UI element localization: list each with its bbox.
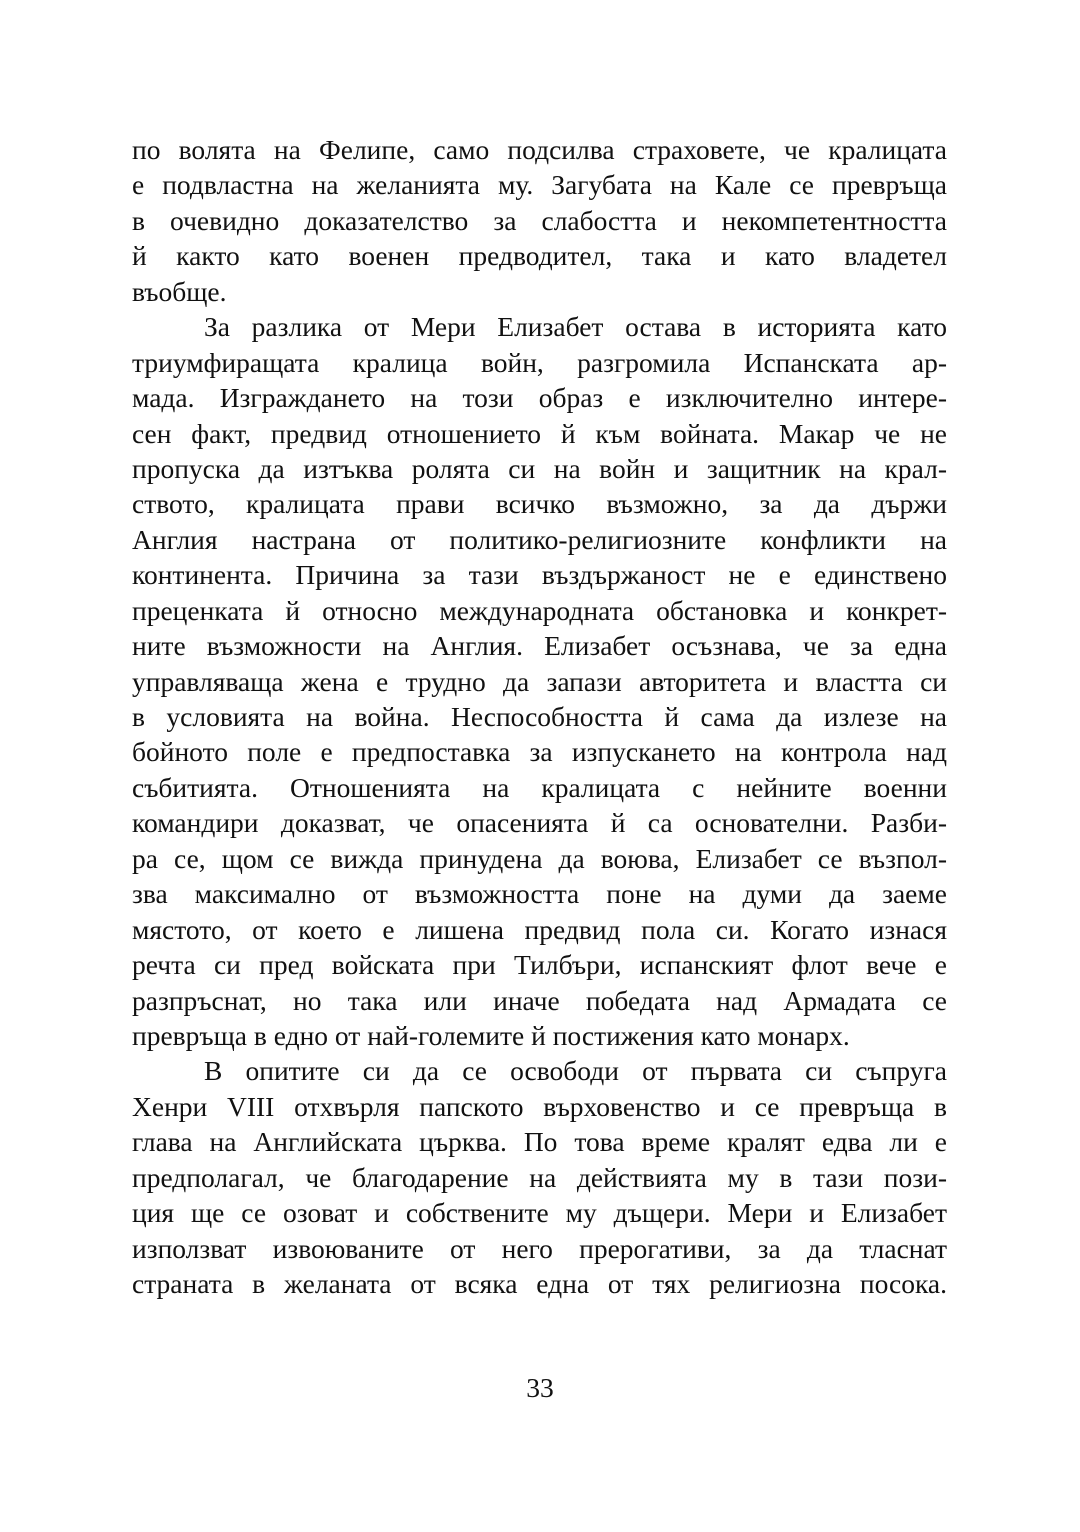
text-line: въобще.	[132, 275, 227, 307]
text-line: командири доказват, че опасенията й са основателни. Разби-	[132, 807, 947, 839]
text-line: бойното поле е предпоставка за изпускането на контрола над	[132, 736, 947, 768]
text-line: глава на Английската църква. По това време кралят едва ли е	[132, 1126, 947, 1158]
text-line: превръща в едно от най-големите й постижения като монарх.	[132, 1019, 850, 1051]
text-line: събитията. Отношенията на кралицата с нейните военни	[132, 771, 947, 803]
text-line: пропуска да изтъква ролята си на войн и защитник на крал-	[132, 452, 947, 484]
text-line: ция ще се озоват и собствените му дъщери. Мери и Елизабет	[132, 1197, 947, 1229]
text-line: зва максимално от възможността поне на думи да заеме	[132, 878, 947, 910]
text-line: речта си пред войската при Тилбъри, испанският флот вече е	[132, 949, 947, 981]
text-line: по волята на Фелипе, само подсилва страховете, че кралицата	[132, 134, 947, 165]
page-number: 33	[526, 1372, 554, 1403]
text-line: е подвластна на желанията му. Загубата на Кале се превръща	[132, 169, 947, 201]
paragraph-2	[132, 309, 947, 1053]
paragraph-3	[132, 1053, 947, 1301]
text-line: й както като военен предводител, така и като владетел	[132, 240, 947, 272]
text-line: предполагал, че благодарение на действията му в тази пози-	[132, 1161, 947, 1193]
text-line: сен факт, предвид отношението й към войната. Макар че не	[132, 417, 947, 449]
text-line: разпръснат, но така или иначе победата над Армадата се	[132, 984, 947, 1016]
text-line: Хенри VIII отхвърля папското върховенство и се превръща в	[132, 1090, 947, 1122]
text-line: мястото, от което е лишена предвид пола си. Когато изнася	[132, 913, 947, 945]
text-line: В опитите си да се освободи от първата си съпруга	[204, 1055, 947, 1087]
text-line: управляваща жена е трудно да запази авторитета и властта си	[132, 665, 947, 697]
text-line: в очевидно доказателство за слабостта и некомпетентността	[132, 204, 947, 236]
body-text	[132, 132, 947, 1301]
text-line: Англия настрана от политико-религиозните конфликти на	[132, 523, 947, 555]
text-line: континента. Причина за тази въздържаност не е единствено	[132, 559, 947, 591]
text-line: триумфиращата кралица войн, разгромила Испанската ар-	[132, 346, 947, 378]
text-line: в условията на война. Неспособността й сама да излезе на	[132, 701, 947, 732]
text-line: преценката й относно международната обстановка и конкрет-	[132, 594, 947, 626]
text-line: ните възможности на Англия. Елизабет осъзнава, че за една	[132, 630, 947, 662]
text-line: мада. Изграждането на този образ е изключително интере-	[132, 382, 947, 414]
paragraph-1	[132, 132, 947, 309]
text-line: ра се, щом се вижда принудена да воюва, Елизабет се възпол-	[132, 842, 947, 874]
text-line: страната в желаната от всяка една от тях религиозна посока.	[132, 1268, 947, 1299]
text-line: ството, кралицата прави всичко възможно, за да държи	[132, 488, 947, 520]
text-line: използват извоюваните от него прерогативи, за да тласнат	[132, 1232, 947, 1264]
text-line: За разлика от Мери Елизабет остава в историята като	[204, 311, 947, 343]
